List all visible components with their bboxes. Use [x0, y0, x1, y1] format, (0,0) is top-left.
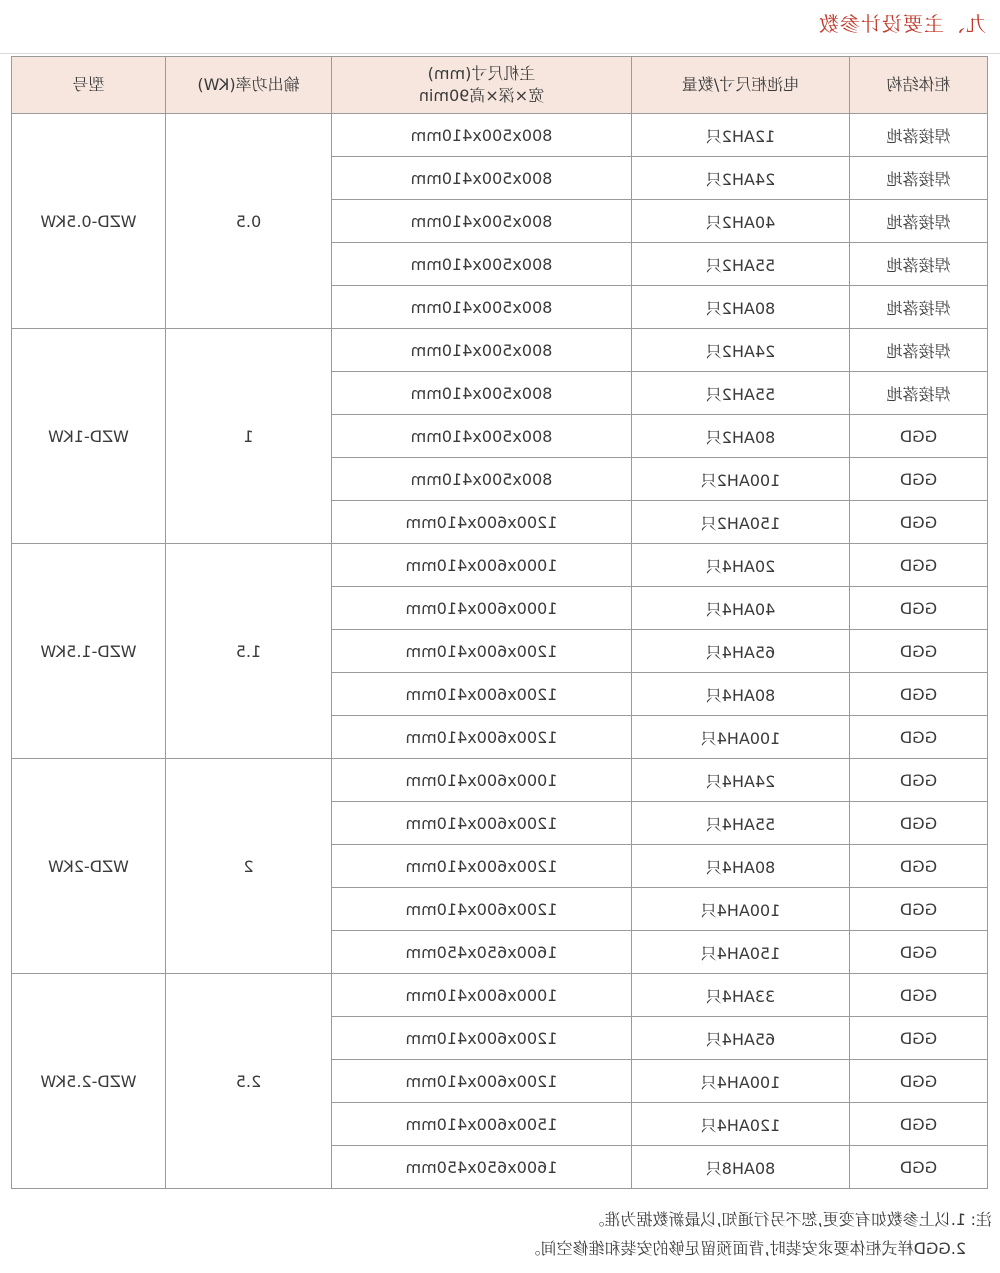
cell-host-size: 800x500x410mm [332, 286, 632, 329]
cell-host-size: 1500x600x410mm [332, 1103, 632, 1146]
cell-battery: 65AH4只 [632, 1017, 850, 1060]
cell-power: 0.5 [166, 114, 332, 329]
cell-host-size: 1000x600x410mm [332, 759, 632, 802]
cell-host-size: 1000x600x410mm [332, 544, 632, 587]
cell-battery: 80AH4只 [632, 673, 850, 716]
cell-structure: GGD [850, 1060, 988, 1103]
cell-structure: GGD [850, 501, 988, 544]
header-battery: 电池柜尺寸/数量 [632, 57, 850, 114]
cell-structure: GGD [850, 630, 988, 673]
cell-battery: 55AH2只 [632, 243, 850, 286]
table-row [12, 974, 988, 1017]
cell-host-size: 800x500x410mm [332, 458, 632, 501]
cell-battery: 55AH2只 [632, 372, 850, 415]
cell-model: WZD-2.5KW [12, 974, 166, 1189]
cell-battery: 100AH2只 [632, 458, 850, 501]
section-title: 九、主要设计参数 [818, 12, 986, 36]
header-host-size [332, 57, 632, 114]
cell-structure: 焊接落地 [850, 329, 988, 372]
cell-host-size: 1600x650x450mm [332, 931, 632, 974]
cell-structure: GGD [850, 888, 988, 931]
cell-host-size: 800x500x410mm [332, 157, 632, 200]
cell-host-size: 1200x600x410mm [332, 888, 632, 931]
cell-model: WZD-1KW [12, 329, 166, 544]
cell-structure: GGD [850, 974, 988, 1017]
cell-battery: 24AH2只 [632, 157, 850, 200]
table-row [12, 544, 988, 587]
cell-battery: 150AH2只 [632, 501, 850, 544]
cell-battery: 24AH4只 [632, 759, 850, 802]
cell-battery: 80AH2只 [632, 415, 850, 458]
cell-model: WZD-0.5KW [12, 114, 166, 329]
parameter-table [11, 56, 988, 1189]
cell-host-size: 800x500x410mm [332, 329, 632, 372]
cell-structure: GGD [850, 673, 988, 716]
cell-battery: 150AH4只 [632, 931, 850, 974]
cell-structure: GGD [850, 1146, 988, 1189]
note-line-2: 2.GGD样式柜体要求安装时,背面预留足够的安装和维修空间。 [524, 1239, 966, 1258]
cell-battery: 100AH4只 [632, 716, 850, 759]
cell-host-size: 1200x600x410mm [332, 673, 632, 716]
cell-host-size: 800x500x410mm [332, 243, 632, 286]
cell-host-size: 1200x600x410mm [332, 501, 632, 544]
cell-power: 2.5 [166, 974, 332, 1189]
cell-battery: 40AH4只 [632, 587, 850, 630]
notes [525, 1205, 992, 1263]
cell-host-size: 800x500x410mm [332, 372, 632, 415]
cell-structure: 焊接落地 [850, 286, 988, 329]
cell-host-size: 1200x600x410mm [332, 1060, 632, 1103]
cell-structure: GGD [850, 716, 988, 759]
cell-model: WZD-1.5KW [12, 544, 166, 759]
cell-structure: GGD [850, 845, 988, 888]
note-line-1 [525, 1205, 992, 1234]
cell-battery: 24AH2只 [632, 329, 850, 372]
table-row [12, 114, 988, 157]
cell-structure: GGD [850, 1017, 988, 1060]
cell-battery: 120AH4只 [632, 1103, 850, 1146]
cell-structure: GGD [850, 458, 988, 501]
cell-battery: 80AH2只 [632, 286, 850, 329]
cell-host-size: 1600x650x450mm [332, 1146, 632, 1189]
cell-structure: 焊接落地 [850, 114, 988, 157]
cell-battery: 80AH8只 [632, 1146, 850, 1189]
cell-structure: GGD [850, 802, 988, 845]
cell-host-size: 1000x600x410mm [332, 587, 632, 630]
cell-structure: 焊接落地 [850, 372, 988, 415]
table-row [12, 329, 988, 372]
title-divider [0, 53, 1000, 54]
cell-power: 2 [166, 759, 332, 974]
cell-host-size: 1200x600x410mm [332, 845, 632, 888]
cell-structure: 焊接落地 [850, 243, 988, 286]
cell-battery: 80AH4只 [632, 845, 850, 888]
header-host-size-line1: 主机尺寸(mm) [427, 64, 536, 83]
cell-structure: GGD [850, 587, 988, 630]
cell-host-size: 1200x600x410mm [332, 716, 632, 759]
cell-model: WZD-2KW [12, 759, 166, 974]
cell-battery: 20AH4只 [632, 544, 850, 587]
cell-power: 1.5 [166, 544, 332, 759]
note-lead: 注: [970, 1210, 992, 1229]
cell-structure: GGD [850, 931, 988, 974]
note-1-text: 1.以上参数如有变更,恕不另行通知,以最新数据为准。 [588, 1210, 966, 1229]
cell-host-size: 800x500x410mm [332, 200, 632, 243]
cell-battery: 100AH4只 [632, 1060, 850, 1103]
cell-structure: GGD [850, 544, 988, 587]
cell-host-size: 1200x600x410mm [332, 802, 632, 845]
table-body [12, 114, 988, 1189]
table-row [12, 759, 988, 802]
cell-power: 1 [166, 329, 332, 544]
cell-structure: GGD [850, 1103, 988, 1146]
cell-battery: 40AH2只 [632, 200, 850, 243]
cell-host-size: 1200x600x410mm [332, 1017, 632, 1060]
cell-structure: GGD [850, 415, 988, 458]
header-power: 输出功率(KW) [166, 57, 332, 114]
cell-host-size: 800x500x410mm [332, 415, 632, 458]
table-header-row [12, 57, 988, 114]
header-model: 型号 [12, 57, 166, 114]
header-host-size-line2: 宽×深×高90min [418, 86, 545, 105]
cell-host-size: 1200x600x410mm [332, 630, 632, 673]
cell-host-size: 1000x600x410mm [332, 974, 632, 1017]
cell-battery: 100AH4只 [632, 888, 850, 931]
cell-structure: 焊接落地 [850, 157, 988, 200]
cell-structure: 焊接落地 [850, 200, 988, 243]
cell-battery: 12AH2只 [632, 114, 850, 157]
cell-battery: 55AH4只 [632, 802, 850, 845]
cell-battery: 65AH4只 [632, 630, 850, 673]
cell-battery: 33AH4只 [632, 974, 850, 1017]
header-structure: 柜体结构 [850, 57, 988, 114]
cell-structure: GGD [850, 759, 988, 802]
cell-host-size: 800x500x410mm [332, 114, 632, 157]
